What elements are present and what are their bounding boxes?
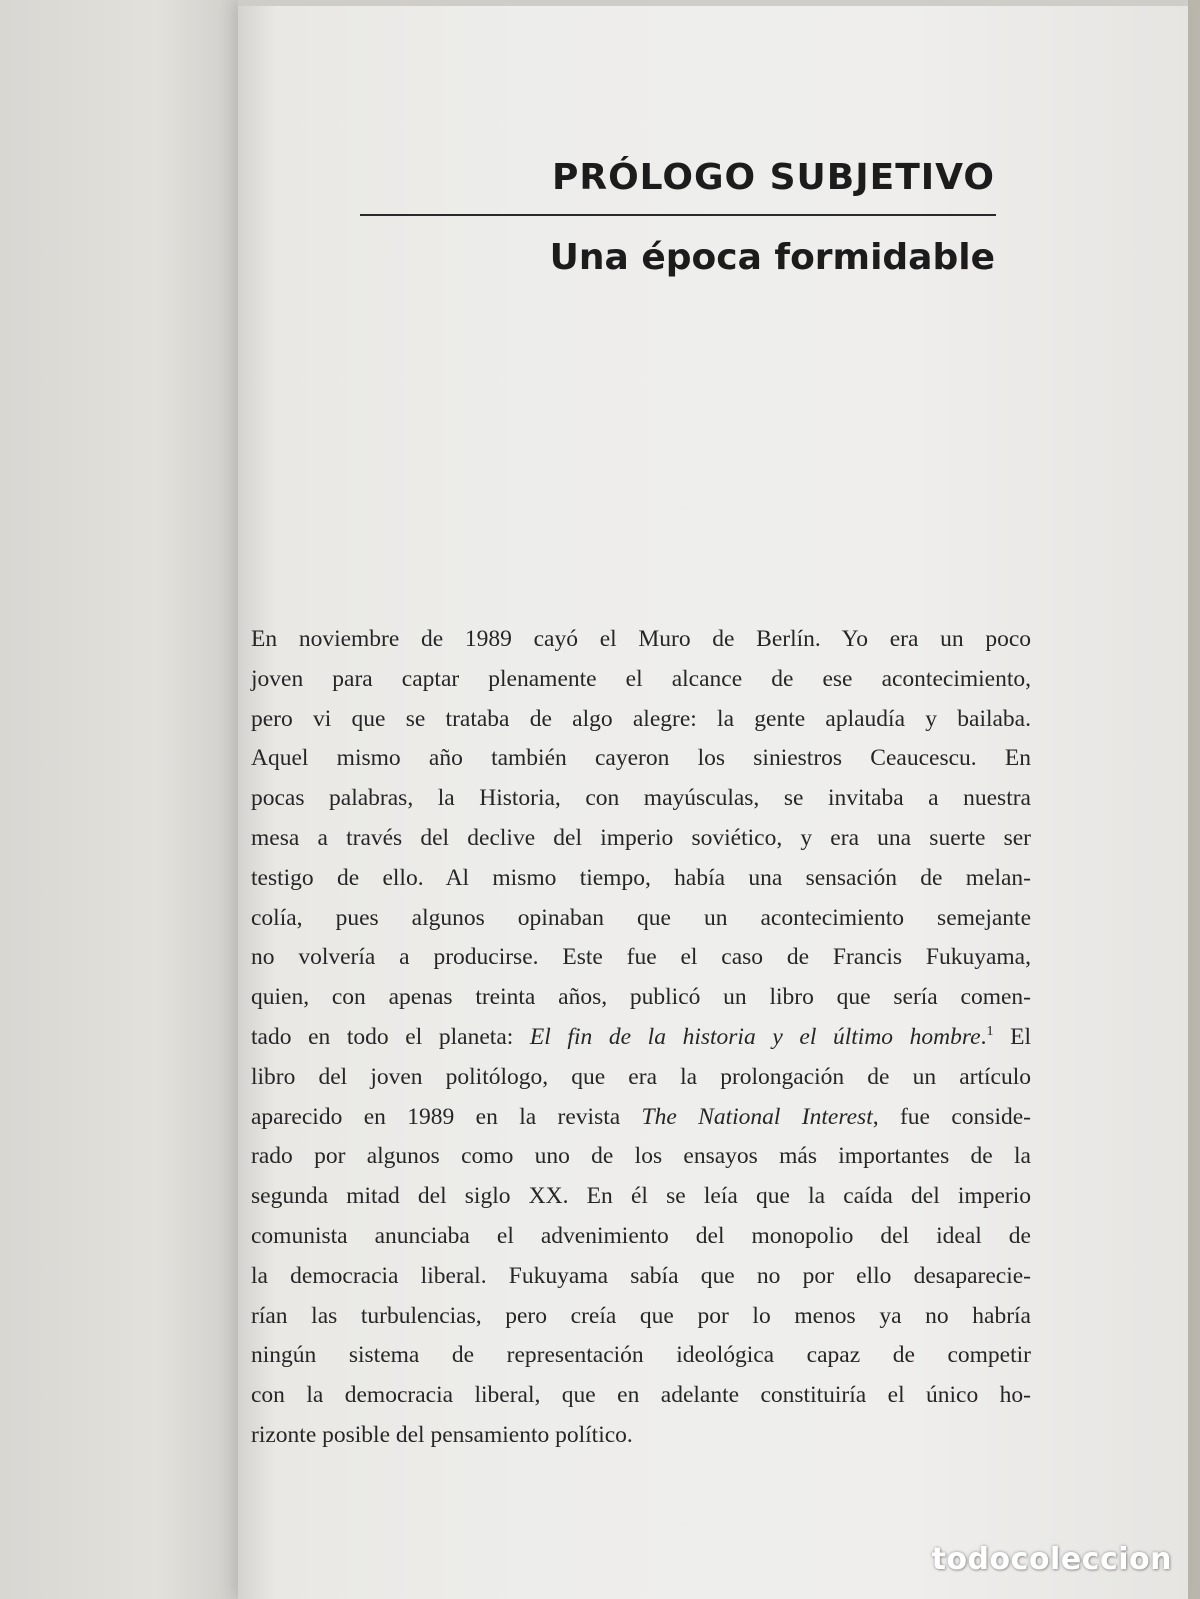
book-title-italic: El fin de la historia y el último hombre [529, 1023, 981, 1050]
text-line: ningún sistema de representación ideológica capaz de competir [251, 1342, 1031, 1369]
page-top-edge [238, 0, 1188, 6]
journal-title-italic: The National Interest [641, 1103, 873, 1130]
text-line: comunista anunciaba el advenimiento del monopolio del ideal de [251, 1222, 1031, 1249]
text-line: mesa a través del declive del imperio soviético, y era una suerte ser [251, 824, 1031, 851]
chapter-title: Una época formidable [549, 237, 995, 278]
text-line: En noviembre de 1989 cayó el Muro de Berlín. Yo era un poco [251, 626, 1031, 652]
text-line: rado por algunos como uno de los ensayos más importantes de la [251, 1143, 1031, 1170]
text-line: testigo de ello. Al mismo tiempo, había una sensación de melan- [251, 864, 1031, 891]
text-line: quien, con apenas treinta años, publicó un libro que sería comen- [251, 984, 1031, 1011]
text-line: pocas palabras, la Historia, con mayúsculas, se invitaba a nuestra [251, 785, 1031, 812]
text-line: pero vi que se trataba de algo alegre: la gente aplaudía y bailaba. [251, 705, 1031, 732]
text-line: con la democracia liberal, que en adelante constituiría el único ho- [251, 1382, 1031, 1409]
body-paragraph [251, 620, 1031, 1456]
watermark-logo: todocoleccion [931, 1542, 1172, 1577]
left-page [0, 0, 262, 1599]
text-line: rían las turbulencias, pero creía que por lo menos ya no habría [251, 1302, 1031, 1329]
text-line: colía, pues algunos opinaban que un acontecimiento semejante [251, 904, 1031, 931]
text-line: joven para captar plenamente el alcance de ese acontecimiento, [251, 665, 1031, 692]
text-line: Aquel mismo año también cayeron los siniestros Ceaucescu. En [251, 745, 1031, 772]
text-line: no volvería a producirse. Este fue el caso de Francis Fukuyama, [251, 944, 1031, 971]
text-line: libro del joven politólogo, que era la prolongación de un artículo [251, 1063, 1031, 1090]
footnote-marker: 1 [986, 1024, 994, 1040]
text-line: la democracia liberal. Fukuyama sabía que no por ello desaparecie- [251, 1262, 1031, 1289]
text-line: segunda mitad del siglo XX. En él se leía que la caída del imperio [251, 1183, 1031, 1210]
section-title: PRÓLOGO SUBJETIVO [551, 157, 995, 198]
text-line: tado en todo el planeta: El fin de la historia y el último hombre.$^1$ El [251, 1023, 1031, 1050]
text-line: aparecido en 1989 en la revista The National Interest, fue conside- [251, 1103, 1031, 1130]
title-rule [360, 214, 996, 216]
text-line: rizonte posible del pensamiento político. [251, 1421, 633, 1448]
